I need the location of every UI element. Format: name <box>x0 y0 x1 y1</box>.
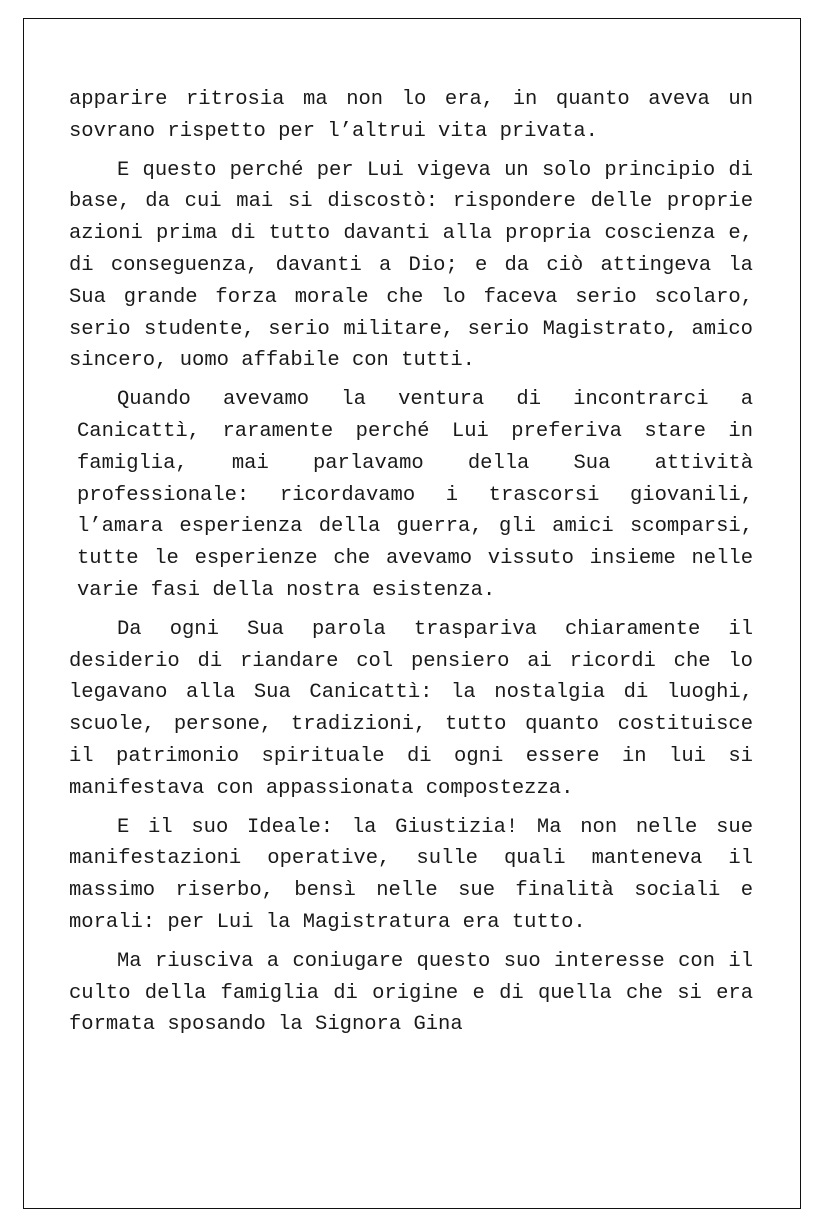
paragraph-1: apparire ritrosia ma non lo era, in quanto aveva un sovrano rispetto per l’altrui vita privata. <box>69 88 753 143</box>
paragraph-6: Ma riusciva a coniugare questo suo interesse con il culto della famiglia di origine e di quella che si era formata sposando la Signora Gina <box>69 949 753 1037</box>
paragraph-5: E il suo Ideale: la Giustizia! Ma non nelle sue manifestazioni operative, sulle quali manteneva il massimo riserbo, bensì nelle sue finalità sociali e morali: per Lui la Magistratura era tutto. <box>69 815 753 934</box>
paragraph-2: E questo perché per Lui vigeva un solo principio di base, da cui mai si discostò: rispondere delle proprie azioni prima di tutto davanti alla propria coscienza e, di conseguenza, davanti a Dio; e da ciò attingeva la Sua grande forza morale che lo faceva serio scolaro, serio studente, serio militare, serio Magistrato, amico sincero, uomo affabile con tutti. <box>69 158 753 373</box>
document-body <box>69 84 753 1048</box>
paragraph-4: Da ogni Sua parola traspariva chiaramente il desiderio di riandare col pensiero ai ricordi che lo legavano alla Sua Canicattì: la nostalgia di luoghi, scuole, persone, tradizioni, tutto quanto costituisce il patrimonio spirituale di ogni essere in lui si manifestava con appassionata compostezza. <box>69 617 753 800</box>
paragraph-3: Quando avevamo la ventura di incontrarci a Canicattì, raramente perché Lui preferiva stare in famiglia, mai parlavamo della Sua attività professionale: ricordavamo i trascorsi giovanili, l’amara esperienza della guerra, gli amici scomparsi, tutte le esperienze che avevamo vissuto insieme nelle varie fasi della nostra esistenza. <box>77 388 753 602</box>
